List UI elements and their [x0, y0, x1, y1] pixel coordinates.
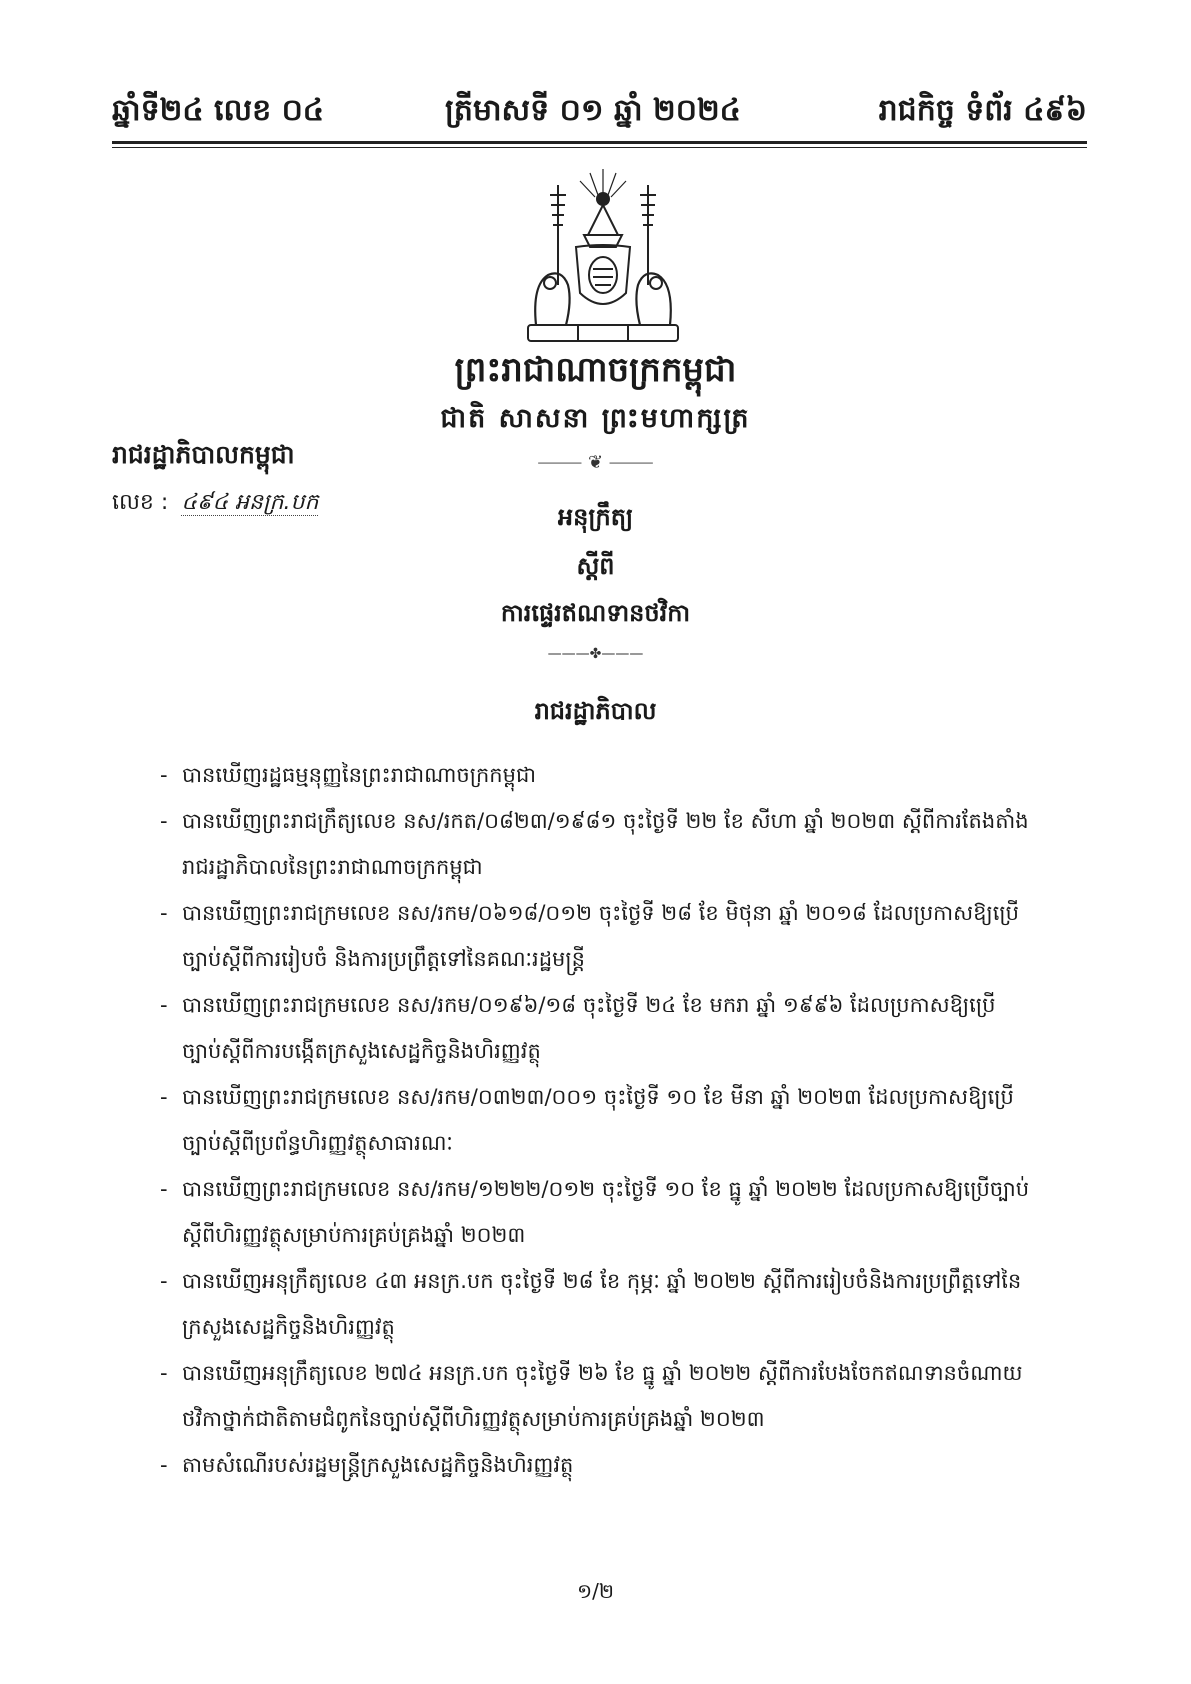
gazette-page-number: រាជកិច្ច ទំព័រ ៤៩៦	[878, 93, 1087, 128]
page-number: ១/២	[576, 1579, 614, 1603]
document-subject: ការផ្ទេរឥណទានថវិកា	[500, 599, 691, 627]
recitals-list	[160, 752, 1030, 1488]
recital-item: - បានឃើញព្រះរាជក្រមលេខ នស/រកម/០៣២៣/០០១ ចុះថ្ងៃទី ១០ ខែ មីនា ឆ្នាំ ២០២៣ ដែលប្រកាសឱ្យប្រើច្បាប់ស្តីពីប្រព័ន្ធហិរញ្ញវត្ថុសាធារណៈ	[160, 1074, 1030, 1166]
gazette-year-issue: ឆ្នាំទី២៤ លេខ ០៤	[112, 93, 325, 128]
gazette-quarter: ត្រីមាសទី ០១ ឆ្នាំ ២០២៤	[445, 93, 741, 128]
recital-item: - បានឃើញអនុក្រឹត្យលេខ ៤៣ អនក្រ.បក ចុះថ្ងៃទី ២៨ ខែ កុម្ភៈ ឆ្នាំ ២០២២ ស្តីពីការរៀបចំនិងការប្រព្រឹត្តទៅនៃក្រសួងសេដ្ឋកិច្ចនិងហិរញ្ញវត្ថុ	[160, 1258, 1030, 1350]
document-type: អនុក្រឹត្យ	[557, 503, 634, 531]
section-divider: ———✤———	[547, 646, 644, 662]
recital-item: - បានឃើញព្រះរាជក្រមលេខ នស/រកម/០៦១៨/០១២ ចុះថ្ងៃទី ២៨ ខែ មិថុនា ឆ្នាំ ២០១៨ ដែលប្រកាសឱ្យប្រើច្បាប់ស្តីពីការរៀបចំ និងការប្រព្រឹត្តទៅនៃគណៈរដ្ឋមន្ត្រី	[160, 890, 1030, 982]
royal-coat-of-arms-icon	[518, 165, 688, 345]
ornament-divider: ⸻ ❦ ⸻	[537, 452, 654, 473]
government-heading: រាជរដ្ឋាភិបាល	[534, 697, 657, 725]
kingdom-title: ព្រះរាជាណាចក្រកម្ពុជា	[454, 350, 737, 390]
header-rule-thick	[112, 141, 1087, 144]
header-rule-thin	[112, 147, 1087, 148]
national-motto: ជាតិ សាសនា ព្រះមហាក្សត្រ	[440, 403, 751, 434]
recital-item: - បានឃើញរដ្ឋធម្មនុញ្ញនៃព្រះរាជាណាចក្រកម្ពុជា	[160, 752, 1030, 798]
issuing-government: រាជរដ្ឋាភិបាលកម្ពុជា	[112, 440, 295, 469]
gazette-header	[112, 86, 1087, 136]
document-number-value: ៤៩៤ អនក្រ.បក	[181, 490, 319, 515]
document-number-label: លេខ :	[112, 490, 169, 515]
recital-item: - តាមសំណើរបស់រដ្ឋមន្ត្រីក្រសួងសេដ្ឋកិច្ចនិងហិរញ្ញវត្ថុ	[160, 1442, 1030, 1488]
document-about: ស្តីពី	[576, 552, 615, 580]
recital-item: - បានឃើញព្រះរាជក្រមលេខ នស/រកម/១២២២/០១២ ចុះថ្ងៃទី ១០ ខែ ធ្នូ ឆ្នាំ ២០២២ ដែលប្រកាសឱ្យប្រើច្បាប់ស្តីពីហិរញ្ញវត្ថុសម្រាប់ការគ្រប់គ្រងឆ្នាំ ២០២៣	[160, 1166, 1030, 1258]
recital-item: - បានឃើញព្រះរាជក្រមលេខ នស/រកម/០១៩៦/១៨ ចុះថ្ងៃទី ២៤ ខែ មករា ឆ្នាំ ១៩៩៦ ដែលប្រកាសឱ្យប្រើច្បាប់ស្តីពីការបង្កើតក្រសួងសេដ្ឋកិច្ចនិងហិរញ្ញវត្ថុ	[160, 982, 1030, 1074]
recital-item: - បានឃើញអនុក្រឹត្យលេខ ២៧៤ អនក្រ.បក ចុះថ្ងៃទី ២៦ ខែ ធ្នូ ឆ្នាំ ២០២២ ស្តីពីការបែងចែកឥណទានចំណាយថវិកាថ្នាក់ជាតិតាមជំពូកនៃច្បាប់ស្តីពីហិរញ្ញវត្ថុសម្រាប់ការគ្រប់គ្រងឆ្នាំ ២០២៣	[160, 1350, 1030, 1442]
recital-item: - បានឃើញព្រះរាជក្រឹត្យលេខ នស/រកត/០៨២៣/១៩៨១ ចុះថ្ងៃទី ២២ ខែ សីហា ឆ្នាំ ២០២៣ ស្តីពីការតែងតាំងរាជរដ្ឋាភិបាលនៃព្រះរាជាណាចក្រកម្ពុជា	[160, 798, 1030, 890]
